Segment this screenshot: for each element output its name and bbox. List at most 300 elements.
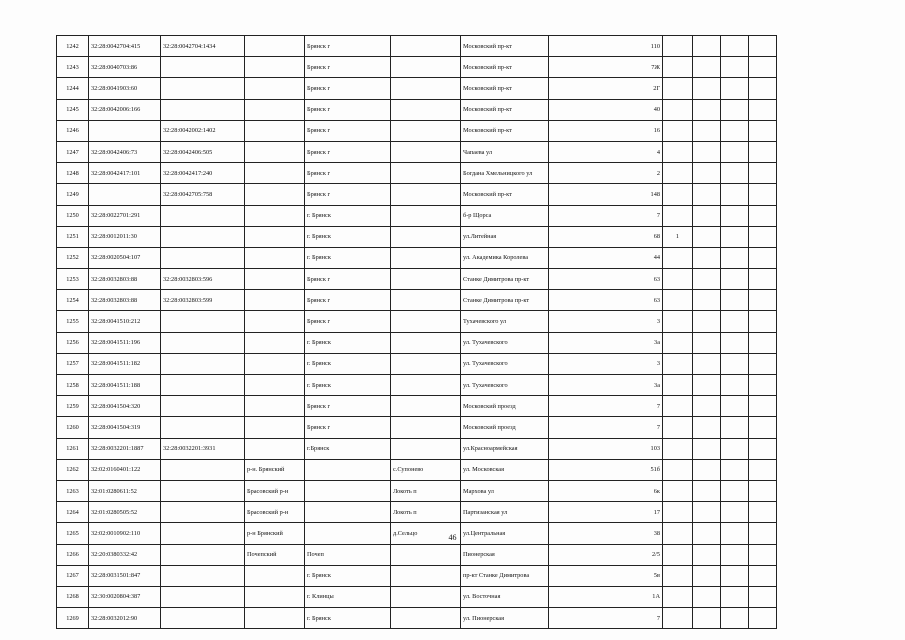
blank-cell-3: [749, 586, 777, 607]
blank-cell-1: [693, 269, 721, 290]
district: [245, 78, 305, 99]
blank-cell-3: [749, 141, 777, 162]
cadastral-number: 32:28:0042704:415: [89, 36, 161, 57]
blank-cell-1: [693, 586, 721, 607]
cadastral-number: 32:28:0041504:320: [89, 396, 161, 417]
blank-cell-3: [749, 247, 777, 268]
city: г. Брянск: [305, 608, 391, 629]
cadastral-number: 32:01:0280611:52: [89, 480, 161, 501]
blank-cell-1: [693, 226, 721, 247]
blank-cell-2: [721, 269, 749, 290]
blank-cell-2: [721, 247, 749, 268]
settlement: с.Супонево: [391, 459, 461, 480]
cadastral-number: 32:28:0032012:90: [89, 608, 161, 629]
street: ул.Центральная: [461, 523, 549, 544]
table-row: [57, 120, 777, 141]
row-number: 1250: [57, 205, 89, 226]
cadastral-number-2: [161, 502, 245, 523]
blank-cell-3: [749, 290, 777, 311]
mark: 1: [663, 226, 693, 247]
house-number: 44: [549, 247, 663, 268]
mark: [663, 375, 693, 396]
district: [245, 332, 305, 353]
table-row: [57, 36, 777, 57]
blank-cell-1: [693, 141, 721, 162]
settlement: [391, 269, 461, 290]
blank-cell-2: [721, 141, 749, 162]
cadastral-number: 32:02:0010902:110: [89, 523, 161, 544]
house-number: 7: [549, 608, 663, 629]
city: г.Брянск: [305, 438, 391, 459]
blank-cell-2: [721, 480, 749, 501]
house-number: 2Г: [549, 78, 663, 99]
street: Партизанская ул: [461, 502, 549, 523]
cadastral-number-2: [161, 226, 245, 247]
district: [245, 163, 305, 184]
street: пр-кт Станке Димитрова: [461, 565, 549, 586]
street: Московский пр-кт: [461, 184, 549, 205]
row-number: 1255: [57, 311, 89, 332]
blank-cell-3: [749, 544, 777, 565]
house-number: 3: [549, 311, 663, 332]
district: [245, 269, 305, 290]
cadastral-number: 32:01:0280505:52: [89, 502, 161, 523]
blank-cell-2: [721, 205, 749, 226]
settlement: д.Сельцо: [391, 523, 461, 544]
district: [245, 141, 305, 162]
district: Почепский: [245, 544, 305, 565]
blank-cell-1: [693, 184, 721, 205]
settlement: [391, 375, 461, 396]
cadastral-number-2: [161, 99, 245, 120]
settlement: [391, 290, 461, 311]
cadastral-number-2: [161, 57, 245, 78]
row-number: 1252: [57, 247, 89, 268]
table-row: [57, 480, 777, 501]
street: Московский пр-кт: [461, 99, 549, 120]
table-row: [57, 290, 777, 311]
cadastral-number-2: [161, 544, 245, 565]
street: Московский проезд: [461, 417, 549, 438]
street: Богдана Хмельницкого ул: [461, 163, 549, 184]
row-number: 1244: [57, 78, 89, 99]
mark: [663, 502, 693, 523]
street: Станке Димитрова пр-кт: [461, 269, 549, 290]
table-row: [57, 353, 777, 374]
city: [305, 502, 391, 523]
city: Брянск г: [305, 141, 391, 162]
cadastral-number-2: [161, 565, 245, 586]
blank-cell-3: [749, 36, 777, 57]
district: Брасовский р-н: [245, 480, 305, 501]
city: г. Брянск: [305, 247, 391, 268]
street: ул.Красноармейская: [461, 438, 549, 459]
house-number: 38: [549, 523, 663, 544]
district: [245, 57, 305, 78]
blank-cell-3: [749, 57, 777, 78]
cadastral-number: 32:30:0020804:387: [89, 586, 161, 607]
mark: [663, 290, 693, 311]
cadastral-number-2: 32:28:0042704:1434: [161, 36, 245, 57]
mark: [663, 332, 693, 353]
blank-cell-3: [749, 163, 777, 184]
cadastral-number-2: [161, 375, 245, 396]
cadastral-number: 32:28:0040703:86: [89, 57, 161, 78]
street: Московский пр-кт: [461, 36, 549, 57]
row-number: 1251: [57, 226, 89, 247]
blank-cell-2: [721, 120, 749, 141]
city: г. Брянск: [305, 565, 391, 586]
blank-cell-2: [721, 375, 749, 396]
page-number: 46: [448, 533, 457, 542]
blank-cell-2: [721, 502, 749, 523]
street: ул. Тухачевского: [461, 332, 549, 353]
district: [245, 565, 305, 586]
city: г. Клинцы: [305, 586, 391, 607]
district: [245, 417, 305, 438]
city: г. Брянск: [305, 332, 391, 353]
cadastral-number-2: [161, 78, 245, 99]
row-number: 1269: [57, 608, 89, 629]
table-row: [57, 417, 777, 438]
settlement: [391, 78, 461, 99]
mark: [663, 205, 693, 226]
row-number: 1262: [57, 459, 89, 480]
mark: [663, 78, 693, 99]
blank-cell-3: [749, 396, 777, 417]
settlement: [391, 184, 461, 205]
cadastral-number: 32:28:0032803:88: [89, 290, 161, 311]
table-row: [57, 396, 777, 417]
city: [305, 459, 391, 480]
cadastral-number: 32:28:0041504:319: [89, 417, 161, 438]
settlement: [391, 586, 461, 607]
city: г. Брянск: [305, 205, 391, 226]
district: [245, 226, 305, 247]
city: Брянск г: [305, 78, 391, 99]
cadastral-number: 32:28:0041510:212: [89, 311, 161, 332]
street: ул.Литейная: [461, 226, 549, 247]
district: [245, 205, 305, 226]
blank-cell-3: [749, 269, 777, 290]
mark: [663, 586, 693, 607]
row-number: 1259: [57, 396, 89, 417]
mark: [663, 480, 693, 501]
street: Станке Димитрова пр-кт: [461, 290, 549, 311]
blank-cell-3: [749, 78, 777, 99]
settlement: [391, 205, 461, 226]
street: ул. Академика Королева: [461, 247, 549, 268]
street: Московский пр-кт: [461, 78, 549, 99]
city: Брянск г: [305, 163, 391, 184]
house-number: 3: [549, 353, 663, 374]
blank-cell-1: [693, 57, 721, 78]
district: р-н. Брянский: [245, 459, 305, 480]
row-number: 1245: [57, 99, 89, 120]
city: г. Брянск: [305, 375, 391, 396]
row-number: 1256: [57, 332, 89, 353]
blank-cell-1: [693, 36, 721, 57]
table-row: [57, 544, 777, 565]
house-number: 110: [549, 36, 663, 57]
cadastral-number: 32:28:0032201:1887: [89, 438, 161, 459]
row-number: 1267: [57, 565, 89, 586]
row-number: 1249: [57, 184, 89, 205]
table-row: [57, 163, 777, 184]
blank-cell-1: [693, 99, 721, 120]
blank-cell-1: [693, 120, 721, 141]
cadastral-number: 32:28:0012011:30: [89, 226, 161, 247]
row-number: 1261: [57, 438, 89, 459]
cadastral-number-2: 32:28:0042406:505: [161, 141, 245, 162]
cadastral-number: [89, 184, 161, 205]
row-number: 1242: [57, 36, 89, 57]
blank-cell-1: [693, 163, 721, 184]
table-row: [57, 438, 777, 459]
blank-cell-1: [693, 565, 721, 586]
district: [245, 311, 305, 332]
table-row: [57, 78, 777, 99]
mark: [663, 99, 693, 120]
row-number: 1258: [57, 375, 89, 396]
street: б-р Щорса: [461, 205, 549, 226]
table-row: [57, 247, 777, 268]
blank-cell-3: [749, 226, 777, 247]
blank-cell-1: [693, 205, 721, 226]
mark: [663, 269, 693, 290]
settlement: [391, 438, 461, 459]
district: [245, 247, 305, 268]
blank-cell-2: [721, 565, 749, 586]
mark: [663, 353, 693, 374]
street: Мархова ул: [461, 480, 549, 501]
table-row: [57, 586, 777, 607]
street: ул. Восточная: [461, 586, 549, 607]
city: Брянск г: [305, 184, 391, 205]
table-row: [57, 565, 777, 586]
cadastral-number-2: 32:28:0042417:240: [161, 163, 245, 184]
blank-cell-2: [721, 438, 749, 459]
cadastral-number-2: [161, 396, 245, 417]
house-number: 2: [549, 163, 663, 184]
settlement: Локоть п: [391, 502, 461, 523]
blank-cell-2: [721, 353, 749, 374]
blank-cell-1: [693, 311, 721, 332]
blank-cell-3: [749, 375, 777, 396]
table-row: [57, 99, 777, 120]
cadastral-number-2: [161, 332, 245, 353]
city: [305, 480, 391, 501]
house-number: 7: [549, 417, 663, 438]
settlement: [391, 226, 461, 247]
cadastral-number-2: [161, 417, 245, 438]
house-number: 7: [549, 205, 663, 226]
district: [245, 396, 305, 417]
city: Брянск г: [305, 311, 391, 332]
blank-cell-2: [721, 586, 749, 607]
settlement: [391, 565, 461, 586]
street: ул. Пионерская: [461, 608, 549, 629]
settlement: Локоть п: [391, 480, 461, 501]
blank-cell-3: [749, 311, 777, 332]
mark: [663, 247, 693, 268]
street: Пионерская: [461, 544, 549, 565]
cadastral-number: 32:02:0160401:122: [89, 459, 161, 480]
house-number: 7: [549, 396, 663, 417]
settlement: [391, 36, 461, 57]
cadastral-number: 32:28:0041511:196: [89, 332, 161, 353]
blank-cell-2: [721, 184, 749, 205]
cadastral-number-2: 32:28:0042705:758: [161, 184, 245, 205]
settlement: [391, 163, 461, 184]
settlement: [391, 353, 461, 374]
cadastral-number: 32:28:0041511:182: [89, 353, 161, 374]
settlement: [391, 544, 461, 565]
cadastral-number: 32:28:0041511:188: [89, 375, 161, 396]
mark: [663, 396, 693, 417]
house-number: 1А: [549, 586, 663, 607]
street: ул. Тухачевского: [461, 353, 549, 374]
district: [245, 586, 305, 607]
blank-cell-2: [721, 311, 749, 332]
district: [245, 290, 305, 311]
cadastral-number-2: [161, 353, 245, 374]
house-number: 2/5: [549, 544, 663, 565]
house-number: 7Ж: [549, 57, 663, 78]
mark: [663, 544, 693, 565]
blank-cell-1: [693, 544, 721, 565]
cadastral-number-2: [161, 459, 245, 480]
blank-cell-1: [693, 438, 721, 459]
mark: [663, 120, 693, 141]
district: р-н Брянский: [245, 523, 305, 544]
mark: [663, 57, 693, 78]
house-number: 148: [549, 184, 663, 205]
settlement: [391, 141, 461, 162]
cadastral-number: 32:28:0020504:107: [89, 247, 161, 268]
house-number: 5в: [549, 565, 663, 586]
blank-cell-2: [721, 78, 749, 99]
blank-cell-1: [693, 459, 721, 480]
row-number: 1248: [57, 163, 89, 184]
district: Брасовский р-н: [245, 502, 305, 523]
district: [245, 184, 305, 205]
city: Брянск г: [305, 99, 391, 120]
blank-cell-3: [749, 184, 777, 205]
city: Брянск г: [305, 269, 391, 290]
blank-cell-3: [749, 417, 777, 438]
table-row: [57, 332, 777, 353]
settlement: [391, 247, 461, 268]
house-number: 16: [549, 120, 663, 141]
house-number: 103: [549, 438, 663, 459]
blank-cell-2: [721, 290, 749, 311]
table-row: [57, 459, 777, 480]
mark: [663, 438, 693, 459]
city: г. Брянск: [305, 226, 391, 247]
blank-cell-2: [721, 57, 749, 78]
settlement: [391, 417, 461, 438]
street: ул. Московская: [461, 459, 549, 480]
house-number: 68: [549, 226, 663, 247]
house-number: 51б: [549, 459, 663, 480]
house-number: 3а: [549, 375, 663, 396]
blank-cell-1: [693, 332, 721, 353]
table-row: [57, 311, 777, 332]
table-row: [57, 269, 777, 290]
city: Брянск г: [305, 417, 391, 438]
district: [245, 99, 305, 120]
table-row: [57, 205, 777, 226]
blank-cell-3: [749, 459, 777, 480]
blank-cell-2: [721, 226, 749, 247]
row-number: 1263: [57, 480, 89, 501]
house-number: 17: [549, 502, 663, 523]
blank-cell-2: [721, 417, 749, 438]
mark: [663, 417, 693, 438]
cadastral-number-2: [161, 205, 245, 226]
house-number: 63: [549, 269, 663, 290]
row-number: 1247: [57, 141, 89, 162]
cadastral-number: [89, 120, 161, 141]
table-row: [57, 502, 777, 523]
mark: [663, 163, 693, 184]
table-row: [57, 184, 777, 205]
cadastral-number: 32:28:0032803:88: [89, 269, 161, 290]
city: Брянск г: [305, 36, 391, 57]
scan-artifact: [40, 618, 880, 626]
mark: [663, 565, 693, 586]
blank-cell-2: [721, 99, 749, 120]
city: Брянск г: [305, 396, 391, 417]
mark: [663, 459, 693, 480]
blank-cell-1: [693, 396, 721, 417]
house-number: 3а: [549, 332, 663, 353]
settlement: [391, 332, 461, 353]
settlement: [391, 396, 461, 417]
blank-cell-2: [721, 459, 749, 480]
cadastral-number-2: 32:28:0042002:1402: [161, 120, 245, 141]
blank-cell-3: [749, 353, 777, 374]
city: г. Брянск: [305, 353, 391, 374]
cadastral-number: 32:28:0041903:60: [89, 78, 161, 99]
street: Московский пр-кт: [461, 120, 549, 141]
table-row: [57, 226, 777, 247]
row-number: 1243: [57, 57, 89, 78]
city: Почеп: [305, 544, 391, 565]
blank-cell-3: [749, 332, 777, 353]
table-row: [57, 375, 777, 396]
blank-cell-1: [693, 247, 721, 268]
house-number: 4: [549, 141, 663, 162]
blank-cell-1: [693, 375, 721, 396]
mark: [663, 311, 693, 332]
blank-cell-2: [721, 163, 749, 184]
row-number: 1266: [57, 544, 89, 565]
blank-cell-3: [749, 502, 777, 523]
blank-cell-3: [749, 480, 777, 501]
blank-cell-1: [693, 502, 721, 523]
cadastral-number: 32:28:0031501:847: [89, 565, 161, 586]
cadastral-number-2: 32:28:0032201:3931: [161, 438, 245, 459]
cadastral-number-2: [161, 247, 245, 268]
cadastral-number: 32:28:0042006:166: [89, 99, 161, 120]
street: Тухачевского ул: [461, 311, 549, 332]
table-row: [57, 141, 777, 162]
street: Московский пр-кт: [461, 57, 549, 78]
city: Брянск г: [305, 57, 391, 78]
mark: [663, 36, 693, 57]
